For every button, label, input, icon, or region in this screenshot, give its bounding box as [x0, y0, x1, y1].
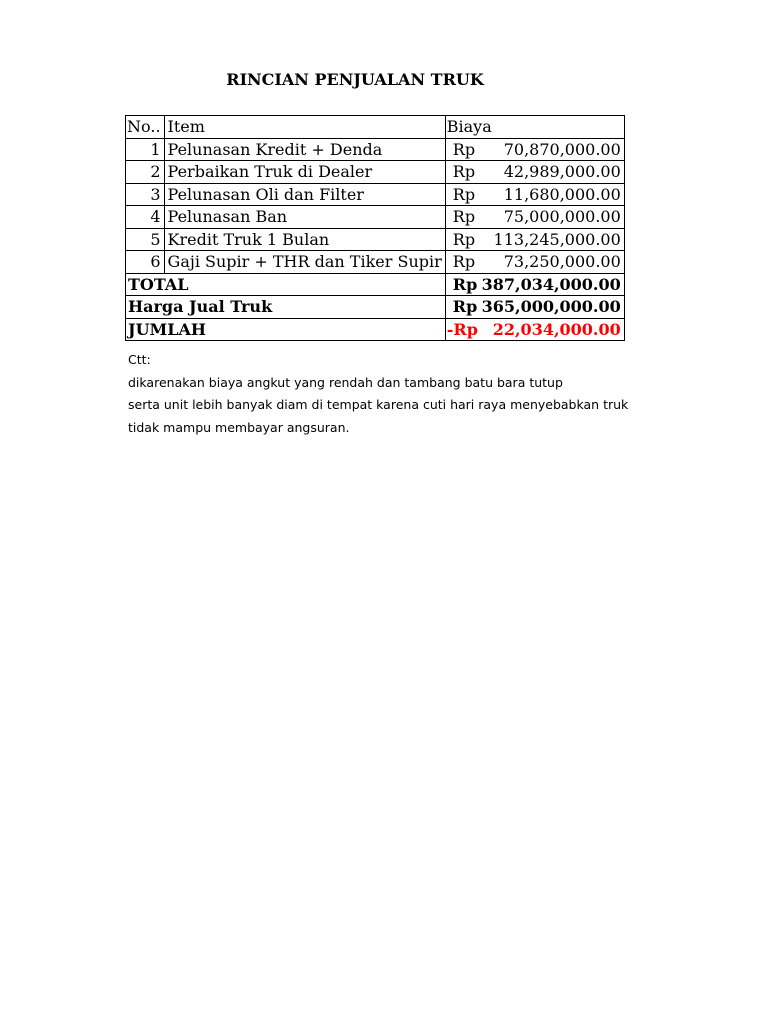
- total-row: [126, 273, 625, 296]
- amount-value: 42,989,000.00: [503, 162, 621, 182]
- sale-price-row: [126, 296, 625, 319]
- row-item: Pelunasan Ban: [164, 206, 445, 229]
- total-amount: 387,034,000.00: [481, 274, 621, 294]
- table-row: [126, 206, 625, 229]
- row-number: 5: [126, 228, 165, 251]
- row-item: Pelunasan Oli dan Filter: [164, 183, 445, 206]
- table-row: [126, 251, 625, 274]
- table-row: [126, 228, 625, 251]
- row-number: 4: [126, 206, 165, 229]
- header-no: No..: [126, 116, 165, 139]
- row-cost: [445, 228, 624, 251]
- notes-line: tidak mampu membayar angsuran.: [128, 419, 350, 435]
- notes-line: dikarenakan biaya angkut yang rendah dan tambang batu bara tutup: [128, 374, 563, 390]
- total-cost: [445, 273, 624, 296]
- currency-label: Rp: [452, 162, 476, 182]
- difference-row: [126, 318, 625, 341]
- currency-label: Rp: [452, 207, 476, 227]
- document-title: RINCIAN PENJUALAN TRUK: [226, 70, 484, 89]
- currency-label: Rp: [452, 274, 478, 294]
- table-row: [126, 183, 625, 206]
- total-label: TOTAL: [126, 273, 446, 296]
- notes-line: serta unit lebih banyak diam di tempat karena cuti hari raya menyebabkan truk: [128, 397, 629, 412]
- header-biaya: Biaya: [445, 116, 624, 139]
- row-item: Perbaikan Truk di Dealer: [164, 161, 445, 184]
- row-number: 3: [126, 183, 165, 206]
- row-number: 6: [126, 251, 165, 274]
- difference-label: JUMLAH: [126, 318, 446, 341]
- row-item: Pelunasan Kredit + Denda: [164, 138, 445, 161]
- currency-label: -Rp: [446, 319, 478, 339]
- difference-cost: [445, 318, 624, 341]
- row-cost: [445, 138, 624, 161]
- notes-section: [128, 349, 628, 439]
- amount-value: 73,250,000.00: [503, 252, 621, 272]
- row-item: Kredit Truk 1 Bulan: [164, 228, 445, 251]
- currency-label: Rp: [452, 252, 476, 272]
- row-number: 1: [126, 138, 165, 161]
- notes-heading: Ctt:: [128, 352, 151, 367]
- currency-label: Rp: [452, 297, 478, 317]
- row-cost: [445, 161, 624, 184]
- sale-price-cost: [445, 296, 624, 319]
- row-item: Gaji Supir + THR dan Tiker Supir: [164, 251, 445, 274]
- difference-amount: 22,034,000.00: [492, 319, 621, 339]
- header-item: Item: [164, 116, 445, 139]
- table-row: [126, 138, 625, 161]
- row-cost: [445, 206, 624, 229]
- table-row: [126, 161, 625, 184]
- sales-breakdown-table: [125, 115, 625, 341]
- row-number: 2: [126, 161, 165, 184]
- row-cost: [445, 251, 624, 274]
- table-header-row: [126, 116, 625, 139]
- sale-price-label: Harga Jual Truk: [126, 296, 446, 319]
- currency-label: Rp: [452, 139, 476, 159]
- currency-label: Rp: [452, 229, 476, 249]
- amount-value: 11,680,000.00: [503, 184, 621, 204]
- amount-value: 70,870,000.00: [503, 139, 621, 159]
- sale-price-amount: 365,000,000.00: [481, 297, 621, 317]
- amount-value: 113,245,000.00: [493, 229, 621, 249]
- row-cost: [445, 183, 624, 206]
- currency-label: Rp: [452, 184, 476, 204]
- amount-value: 75,000,000.00: [503, 207, 621, 227]
